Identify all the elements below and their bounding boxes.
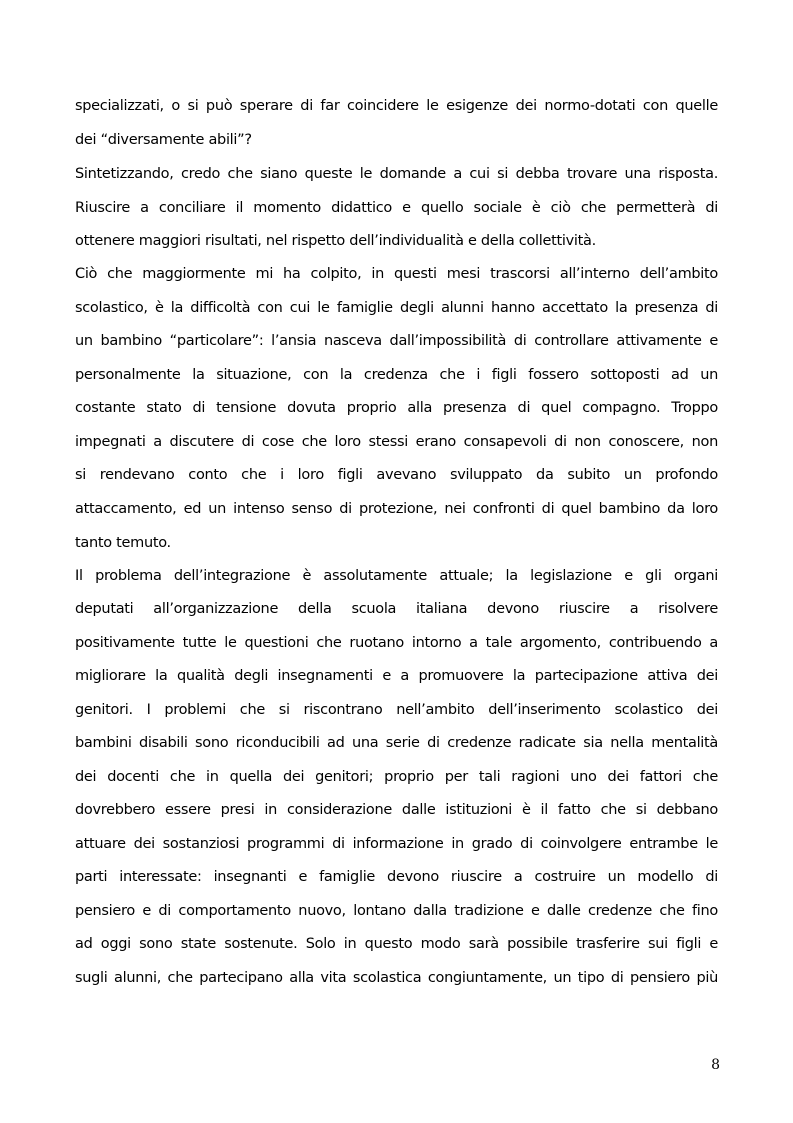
text-line: positivamente tutte le questioni che ruotano intorno a tale argomento, contribuendo a bbox=[75, 635, 718, 651]
text-line: dei docenti che in quella dei genitori; proprio per tali ragioni uno dei fattori che bbox=[75, 769, 718, 785]
text-line: Il problema dell’integrazione è assolutamente attuale; la legislazione e gli organi bbox=[75, 568, 718, 584]
text-line: tanto temuto. bbox=[75, 535, 171, 551]
page-number: 8 bbox=[711, 1057, 720, 1073]
text-line: attaccamento, ed un intenso senso di protezione, nei confronti di quel bambino da loro bbox=[75, 501, 718, 517]
text-line: parti interessate: insegnanti e famiglie devono riuscire a costruire un modello di bbox=[75, 869, 718, 885]
text-line: deputati all’organizzazione della scuola italiana devono riuscire a risolvere bbox=[75, 601, 718, 617]
text-line: migliorare la qualità degli insegnamenti e a promuovere la partecipazione attiva dei bbox=[75, 668, 718, 684]
text-line: specializzati, o si può sperare di far coincidere le esigenze dei normo-dotati con quelle bbox=[75, 98, 718, 114]
text-line: dei “diversamente abili”? bbox=[75, 132, 252, 148]
text-line: un bambino “particolare”: l’ansia nasceva dall’impossibilità di controllare attivamente e bbox=[75, 333, 718, 349]
text-line: Riuscire a conciliare il momento didattico e quello sociale è ciò che permetterà di bbox=[75, 200, 718, 216]
text-line: dovrebbero essere presi in considerazione dalle istituzioni è il fatto che si debbano bbox=[75, 802, 718, 818]
text-line: personalmente la situazione, con la credenza che i figli fossero sottoposti ad un bbox=[75, 367, 718, 383]
text-line: pensiero e di comportamento nuovo, lontano dalla tradizione e dalle credenze che fino bbox=[75, 903, 718, 919]
text-line: ad oggi sono state sostenute. Solo in questo modo sarà possibile trasferire sui figli e bbox=[75, 936, 718, 952]
text-line: Sintetizzando, credo che siano queste le domande a cui si debba trovare una risposta. bbox=[75, 166, 718, 182]
text-line: costante stato di tensione dovuta proprio alla presenza di quel compagno. Troppo bbox=[75, 400, 718, 416]
text-line: Ciò che maggiormente mi ha colpito, in questi mesi trascorsi all’interno dell’ambito bbox=[75, 266, 718, 282]
text-line: sugli alunni, che partecipano alla vita scolastica congiuntamente, un tipo di pensiero più bbox=[75, 970, 718, 986]
text-line: genitori. I problemi che si riscontrano nell’ambito dell’inserimento scolastico dei bbox=[75, 702, 718, 718]
text-line: scolastico, è la difficoltà con cui le famiglie degli alunni hanno accettato la presenza di bbox=[75, 300, 718, 316]
text-line: impegnati a discutere di cose che loro stessi erano consapevoli di non conoscere, non bbox=[75, 434, 718, 450]
text-line: attuare dei sostanziosi programmi di informazione in grado di coinvolgere entrambe le bbox=[75, 836, 718, 852]
text-line: bambini disabili sono riconducibili ad una serie di credenze radicate sia nella mentalità bbox=[75, 735, 718, 751]
text-line: si rendevano conto che i loro figli avevano sviluppato da subito un profondo bbox=[75, 467, 718, 483]
text-line: ottenere maggiori risultati, nel rispetto dell’individualità e della collettività. bbox=[75, 233, 596, 249]
